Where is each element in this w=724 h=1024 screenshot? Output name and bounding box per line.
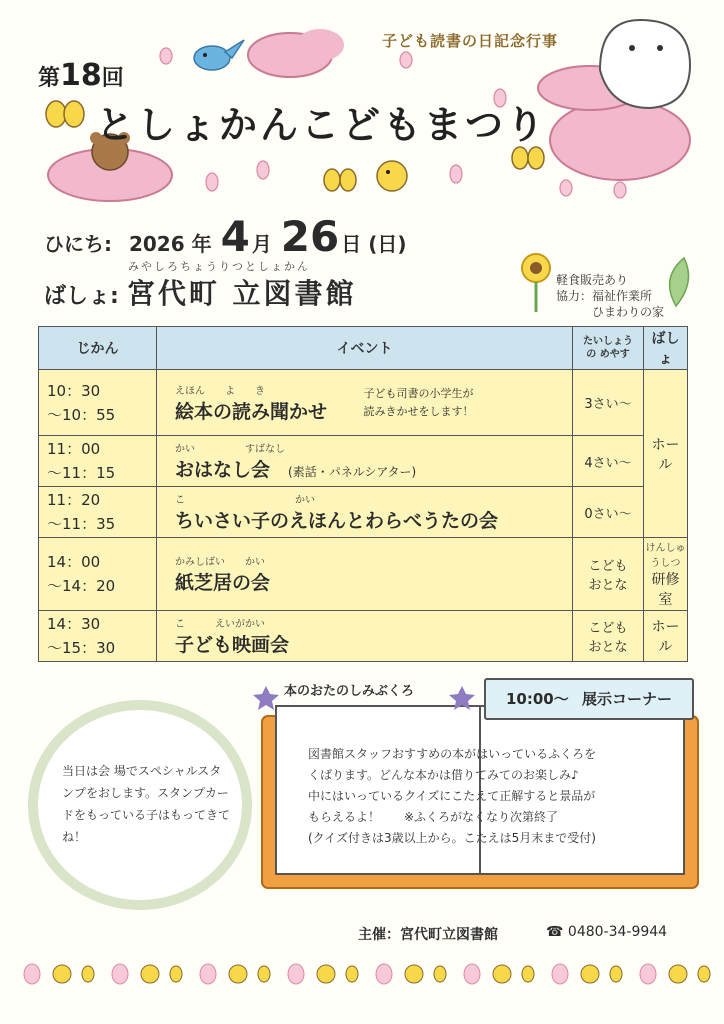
sale-line-3: ひまわりの家	[592, 305, 665, 319]
edition-suffix: 回	[101, 66, 124, 91]
event-name: ちいさい子のえほんとわらべうたの会	[175, 510, 499, 532]
event-subtitle: 子ども読書の日記念行事	[382, 32, 559, 50]
sale-line-1: 軽食販売あり	[556, 273, 629, 287]
place-cell	[644, 538, 688, 611]
event-ruby: えほん よ き	[175, 385, 265, 397]
date-year: 2026	[128, 232, 185, 256]
sponsor: 主催：宮代町立図書館	[358, 927, 498, 943]
end-time: ～11：35	[47, 515, 116, 533]
event-name: 紙芝居の会	[175, 572, 271, 594]
event-note	[363, 385, 473, 421]
exhibit-corner-box	[484, 678, 694, 720]
start-time: 14：30	[47, 615, 101, 633]
stamp-notice-text: 当日は会 場でスペシャルスタンプをおします。スタンプカードをもっている子はもってきてね！	[62, 764, 231, 844]
place-cell: ホール	[644, 370, 688, 538]
event-name: 絵本の読み聞かせ	[175, 400, 328, 423]
start-time: 14：00	[47, 553, 101, 571]
header-event: イベント	[157, 327, 573, 370]
date-month-unit: 月	[251, 232, 272, 256]
time-cell	[39, 487, 157, 538]
description-line-3: 中にはいっているクイズにこたえて正解すると景品が	[308, 789, 596, 803]
event-note-line-2: 読みきかせをします！	[363, 404, 474, 418]
event-name: 子ども映画会	[175, 634, 290, 656]
event-cell	[157, 370, 573, 436]
event-cell	[157, 436, 573, 487]
snack-sale-note	[556, 272, 664, 320]
header-age	[573, 327, 644, 370]
chick-icon	[377, 161, 407, 191]
header-time: じかん	[39, 327, 157, 370]
sunflower-icon	[522, 254, 550, 312]
cloud-top-center	[248, 29, 344, 77]
schedule-table	[38, 326, 688, 662]
event-name: おはなし会	[175, 459, 271, 481]
place-name: 研修室	[651, 572, 680, 608]
time-cell	[39, 538, 157, 611]
age-cell	[573, 538, 644, 611]
venue-name: 宮代町 立図書館	[126, 277, 357, 310]
end-time: ～10：55	[47, 405, 116, 424]
table-row	[39, 487, 688, 538]
bluebird-icon	[194, 40, 244, 70]
bottom-border-decoration	[24, 964, 710, 984]
event-ruby: こ かい	[175, 495, 315, 506]
book-corner-description	[308, 744, 668, 849]
phone-icon: ☎	[546, 924, 564, 940]
age-line-1: こども	[588, 621, 628, 636]
age-cell: 0さい～	[573, 487, 644, 538]
time-cell	[39, 611, 157, 662]
start-time: 10：30	[47, 381, 101, 400]
date-year-unit: 年	[191, 232, 212, 256]
sale-line-2: 協力：福祉作業所	[556, 289, 653, 303]
event-ruby: こ えいがかい	[175, 619, 265, 630]
event-cell	[157, 611, 573, 662]
start-time: 11：20	[47, 491, 101, 509]
end-time: ～11：15	[47, 464, 116, 482]
start-time: 11：00	[47, 440, 101, 458]
description-line-1: 図書館スタッフおすすめの本がはいっているふくろを	[308, 747, 597, 761]
event-title: としょかんこどもまつり	[96, 103, 548, 147]
event-cell	[157, 538, 573, 611]
age-cell	[573, 611, 644, 662]
event-ruby: かい すばなし	[175, 444, 285, 455]
edition-prefix: 第	[38, 66, 61, 91]
book-corner-label: 本のおたのしみぶくろ	[284, 684, 415, 699]
exhibit-time: 10:00～	[506, 690, 569, 708]
phone-number	[546, 924, 667, 940]
header-age-line-2: の めやす	[586, 349, 630, 360]
event-note: (素話・パネルシアター)	[288, 465, 417, 479]
date-weekday: (日)	[368, 232, 407, 256]
time-cell	[39, 370, 157, 436]
header-age-line-1: たいしょう	[583, 336, 633, 347]
date-day-unit: 日	[341, 232, 362, 256]
place-label: ばしょ:	[44, 284, 119, 309]
table-row	[39, 538, 688, 611]
stamp-notice-circle	[28, 700, 252, 910]
age-line-2: おとな	[588, 640, 628, 655]
age-cell: 3さい～	[573, 370, 644, 436]
event-date	[44, 212, 406, 261]
event-place	[44, 272, 357, 312]
event-cell	[157, 487, 573, 538]
butterfly-icon	[512, 147, 544, 169]
end-time: ～15：30	[47, 639, 116, 657]
venue-ruby: みやしろちょうりつとしょかん	[128, 260, 310, 273]
place-ruby: けんしゅうしつ	[645, 543, 686, 569]
leaf-icon	[670, 258, 689, 306]
date-day: 26	[280, 212, 340, 261]
event-note-line-1: 子ども司書の小学生が	[363, 386, 474, 400]
age-line-1: こども	[588, 559, 628, 574]
description-line-2: くばります。どんな本かは借りてみてのお楽しみ♪	[308, 768, 579, 782]
time-cell	[39, 436, 157, 487]
header-place: ばしょ	[644, 327, 688, 370]
age-line-2: おとな	[588, 578, 628, 593]
edition-number: 18	[60, 58, 102, 93]
description-line-5: (クイズ付きは3歳以上から。こたえは5月末まで受付)	[308, 831, 596, 845]
table-row	[39, 436, 688, 487]
ghost-character-icon	[600, 20, 690, 108]
event-ruby: かみしばい かい	[175, 557, 265, 568]
phone-text: 0480-34-9944	[567, 924, 668, 940]
date-month: 4	[220, 212, 250, 261]
date-label: ひにち:	[44, 232, 112, 256]
description-line-4: もらえるよ！ ※ふくろがなくなり次第終了	[308, 810, 559, 824]
age-cell: 4さい～	[573, 436, 644, 487]
place-cell: ホール	[644, 611, 688, 662]
table-header-row	[39, 327, 688, 370]
butterfly-icon	[46, 101, 84, 127]
butterfly-icon	[324, 169, 356, 191]
end-time: ～14：20	[47, 577, 116, 595]
edition-label	[38, 58, 124, 93]
table-row	[39, 370, 688, 436]
exhibit-name: 展示コーナー	[581, 690, 672, 708]
table-row	[39, 611, 688, 662]
